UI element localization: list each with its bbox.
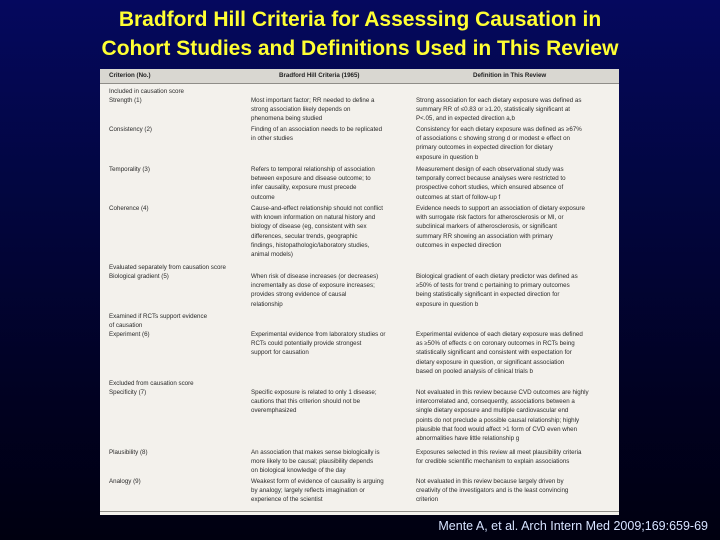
bradford-hill-cell: Specific exposure is related to only 1 disease; cautions that this criterion should not be overemphasized	[251, 389, 377, 415]
bradford-hill-cell: An association that makes sense biologically is more likely to be causal; plausibility depends on biological knowledge of the day	[251, 449, 380, 475]
definition-cell: Consistency for each dietary exposure was defined as ≥67% of associations c showing strong d or modest e effect on primary outcomes in expected direction for dietary exposure in question b	[416, 126, 582, 161]
criterion-cell: Examined if RCTs support evidence of causation Experiment (6)	[109, 313, 208, 339]
criterion-cell: Evaluated separately from causation score Biological gradient (5)	[109, 264, 226, 281]
bradford-hill-cell: Experimental evidence from laboratory studies or RCTs could potentially provide strongest support for causation	[251, 331, 386, 357]
title-line-2: Cohort Studies and Definitions Used in This Review	[101, 37, 619, 60]
bradford-hill-cell: When risk of disease increases (or decreases) incrementally as dose of exposure increases; provides strong evidence of causal relationship	[251, 273, 379, 308]
definition-cell: Experimental evidence of each dietary exposure was defined as ≥50% of effects c on coronary outcomes in RCTs being statistically significant and consistent with expectation for dietary exposure in question, or significant association based on pooled analysis of clinical trials b	[416, 331, 583, 375]
definition-cell: Exposures selected in this review all meet plausibility criteria for credible scientific mechanism to explain associations	[416, 449, 582, 466]
bradford-hill-cell: Refers to temporal relationship of association between exposure and disease outcome; to infer causality, exposure must precede outcome	[251, 166, 375, 201]
slide-title	[0, 5, 720, 63]
bradford-hill-cell: Finding of an association needs to be replicated in other studies	[251, 126, 383, 143]
definition-cell: Strong association for each dietary exposure was defined as summary RR of ≤0.83 or ≥1.20, statistically significant at P<.05, and in expected direction a,b	[416, 97, 582, 123]
definition-cell: Evidence needs to support an association of dietary exposure with surrogate risk factors for atherosclerosis or MI, or subclinical markers of atherosclerosis, or significant summary RR showing an association with primary outcomes in expected direction	[416, 205, 585, 249]
header-definition: Definition in This Review	[473, 72, 547, 79]
definition-cell: Not evaluated in this review because CVD outcomes are highly intercorrelated and, consequently, associations between a single dietary exposure and multiple cardiovascular end points do not preclude a possible causal relationship; highly plausible that food would affect >1 form of CVD even when abnormalities have little relationship g	[416, 389, 589, 443]
definition-cell: Measurement design of each observational study was temporally correct because analyses were restricted to prospective cohort studies, which ensured absence of outcomes at start of follow-up f	[416, 166, 566, 201]
criterion-cell: Plausibility (8)	[109, 449, 148, 456]
criterion-cell: Analogy (9)	[109, 478, 141, 485]
criterion-cell: Included in causation score Strength (1)	[109, 88, 184, 105]
table-header	[100, 69, 619, 84]
criterion-cell: Coherence (4)	[109, 205, 149, 212]
criteria-table	[100, 69, 619, 515]
citation: Mente A, et al. Arch Intern Med 2009;169:659-69	[438, 519, 708, 533]
definition-cell: Not evaluated in this review because largely driven by creativity of the investigators and is the least convincing criterion	[416, 478, 569, 504]
definition-cell: Biological gradient of each dietary predictor was defined as ≥50% of tests for trend c pertaining to primary outcomes being statistically significant in expected direction for exposure in question b	[416, 273, 578, 308]
header-bradford-hill: Bradford Hill Criteria (1965)	[279, 72, 360, 79]
criterion-cell: Excluded from causation score Specificity (7)	[109, 380, 194, 397]
title-line-1: Bradford Hill Criteria for Assessing Causation in	[118, 8, 602, 31]
criterion-cell: Consistency (2)	[109, 126, 152, 133]
bradford-hill-cell: Cause-and-effect relationship should not conflict with known information on natural history and biology of disease (eg, consistent with sex differences, secular trends, geographic findings, histopathologic/laboratory studies, animal models)	[251, 205, 383, 259]
bradford-hill-cell: Most important factor; RR needed to define a strong association likely depends on phenomena being studied	[251, 97, 375, 123]
bradford-hill-cell: Weakest form of evidence of causality is arguing by analogy; largely reflects imagination or experience of the scientist	[251, 478, 384, 504]
header-criterion: Criterion (No.)	[109, 72, 151, 79]
criterion-cell: Temporality (3)	[109, 166, 150, 173]
table-bottom-rule	[100, 511, 619, 512]
